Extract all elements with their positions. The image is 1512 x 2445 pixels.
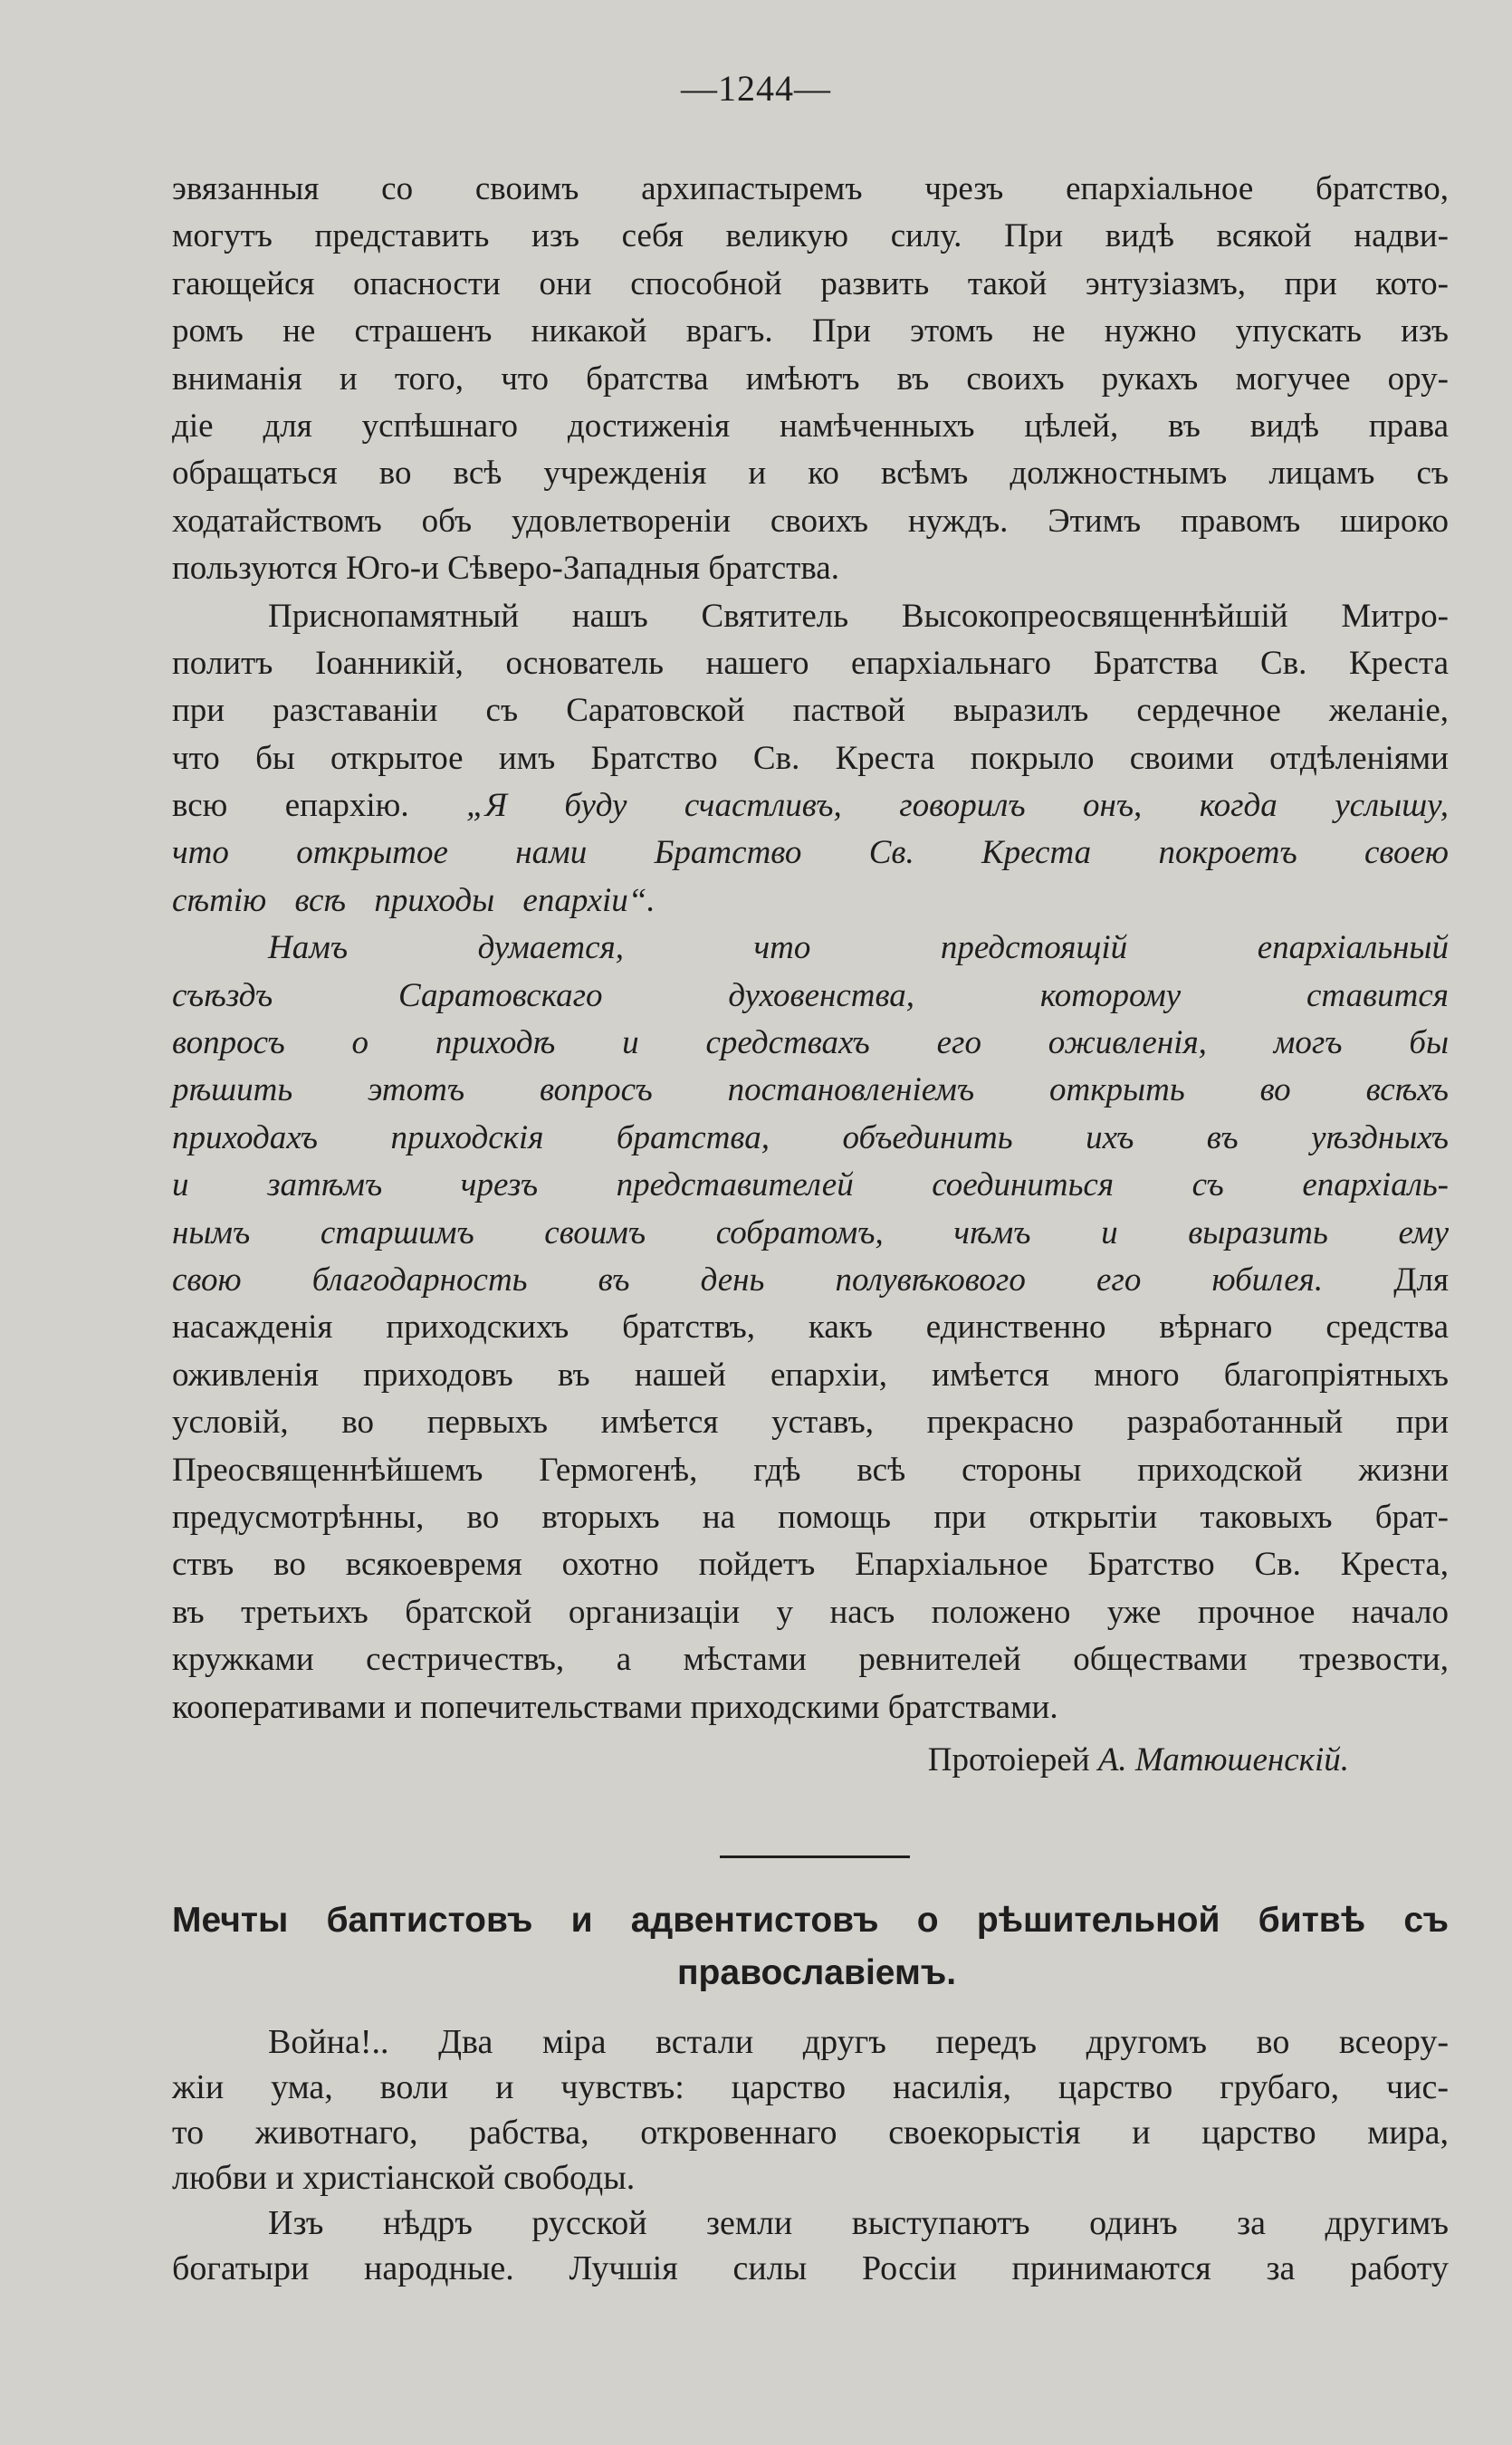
text-line: Приснопамятный нашъ Святитель Высокопреосвященнѣйшій Митро- — [268, 597, 1449, 635]
text-plain: Для — [1393, 1261, 1450, 1299]
text-line: то животнаго, рабства, откровеннаго своекорыстія и царство мира, — [172, 2114, 1449, 2152]
text-line: діе для успѣшнаго достиженія намѣченныхъ цѣлей, въ видѣ права — [172, 407, 1449, 445]
article-body — [172, 2019, 1449, 2291]
text-line: гающейся опасности они способной развить такой энтузіазмъ, при кото- — [172, 264, 1449, 302]
text-line: при разставаніи съ Саратовской паствой выразилъ сердечное желаніе, — [172, 692, 1449, 730]
text-line — [172, 1257, 1449, 1304]
quote-italic: „Я буду счастливъ, говорилъ онъ, когда услышу, — [466, 787, 1450, 825]
text-line: насажденія приходскихъ братствъ, какъ единственно вѣрнаго средства — [172, 1309, 1449, 1347]
text-line: эвязанныя со своимъ архипастыремъ чрезъ епархіальное братство, — [172, 170, 1449, 207]
text-plain: всю епархію. — [172, 787, 409, 825]
text-line: любви и христіанской свободы. — [172, 2159, 636, 2197]
text-line: въ третьихъ братской организаціи у насъ положено уже прочное начало — [172, 1593, 1449, 1631]
heading-line: Мечты баптистовъ и адвентистовъ о рѣшительной битвѣ съ — [172, 1901, 1449, 1940]
text-line: вниманія и того, что братства имѣютъ въ своихъ рукахъ могучее ору- — [172, 360, 1449, 398]
text-line: кооперативами и попечительствами приходскими братствами. — [172, 1688, 1058, 1726]
text-line: политъ Іоанникій, основатель нашего епархіальнаго Братства Св. Креста — [172, 644, 1449, 682]
text-line: могутъ представить изъ себя великую силу. При видѣ всякой надви- — [172, 217, 1449, 255]
text-line: Изъ нѣдръ русской земли выступаютъ одинъ за другимъ — [268, 2204, 1449, 2242]
italic-text: свою благодарность въ день полувѣкового его юбилея. — [172, 1261, 1324, 1299]
paragraph-brotherhood-strength — [172, 166, 1449, 1784]
heading-line: православіемъ. — [677, 1953, 957, 1992]
text-line — [172, 782, 1449, 829]
paragraph-metropolitan — [172, 593, 1449, 925]
signature — [172, 1737, 1449, 1784]
italic-line: нымъ старшимъ своимъ собратомъ, чѣмъ и выразить ему — [172, 1213, 1449, 1251]
page-number: —1244— — [681, 68, 831, 109]
italic-line: и затѣмъ чрезъ представителей соединиться съ епархіаль- — [172, 1166, 1449, 1204]
italic-line: съѣздъ Саратовскаго духовенства, которому ставится — [172, 976, 1449, 1014]
text-line: условій, во первыхъ имѣется уставъ, прекрасно разработанный при — [172, 1404, 1449, 1442]
text-line: кружками сестричествъ, а мѣстами ревнителей обществами трезвости, — [172, 1641, 1449, 1679]
text-line: ходатайствомъ объ удовлетвореніи своихъ нуждъ. Этимъ правомъ широко — [172, 502, 1449, 540]
signature-title: Протоіерей — [927, 1740, 1090, 1779]
text-line: Война!.. Два міра встали другъ передъ другомъ во всеору- — [268, 2023, 1449, 2061]
italic-line: рѣшить этотъ вопросъ постановленіемъ открыть во всѣхъ — [172, 1071, 1449, 1109]
article-heading — [172, 1894, 1449, 1999]
italic-line: приходахъ приходскія братства, объединить ихъ въ уѣздныхъ — [172, 1118, 1449, 1156]
text-line: пользуются Юго-и Сѣверо-Западныя братства. — [172, 550, 839, 588]
text-line: предусмотрѣнны, во вторыхъ на помощь при открытіи таковыхъ брат- — [172, 1498, 1449, 1536]
text-line: что бы открытое имъ Братство Св. Креста покрыло своими отдѣленіями — [172, 739, 1449, 777]
italic-line: Намъ думается, что предстоящій епархіальный — [268, 929, 1449, 967]
text-line: ромъ не страшенъ никакой врагъ. При этомъ не нужно упускать изъ — [172, 312, 1449, 350]
signature-name: А. Матюшенскій. — [1097, 1740, 1349, 1779]
quote-line: сѣтію всѣ приходы епархіи“. — [172, 881, 656, 919]
text-line: оживленія приходовъ въ нашей епархіи, имѣется много благопріятныхъ — [172, 1356, 1449, 1394]
italic-line: вопросъ о приходѣ и средствахъ его оживленія, могъ бы — [172, 1024, 1449, 1062]
text-line: Преосвященнѣйшемъ Гермогенѣ, гдѣ всѣ стороны приходской жизни — [172, 1451, 1449, 1489]
quote-line: что открытое нами Братство Св. Креста покроетъ своею — [172, 834, 1449, 872]
text-line: жіи ума, воли и чувствъ: царство насилія, царство грубаго, чис- — [172, 2068, 1449, 2106]
text-line: ствъ во всякоевремя охотно пойдетъ Епархіальное Братство Св. Креста, — [172, 1546, 1449, 1584]
text-line: обращаться во всѣ учрежденія и ко всѣмъ должностнымъ лицамъ съ — [172, 455, 1449, 493]
text-line: богатыри народные. Лучшія силы Россіи принимаются за работу — [172, 2249, 1449, 2287]
paragraph-proposal — [172, 925, 1449, 1731]
section-divider — [720, 1855, 910, 1858]
